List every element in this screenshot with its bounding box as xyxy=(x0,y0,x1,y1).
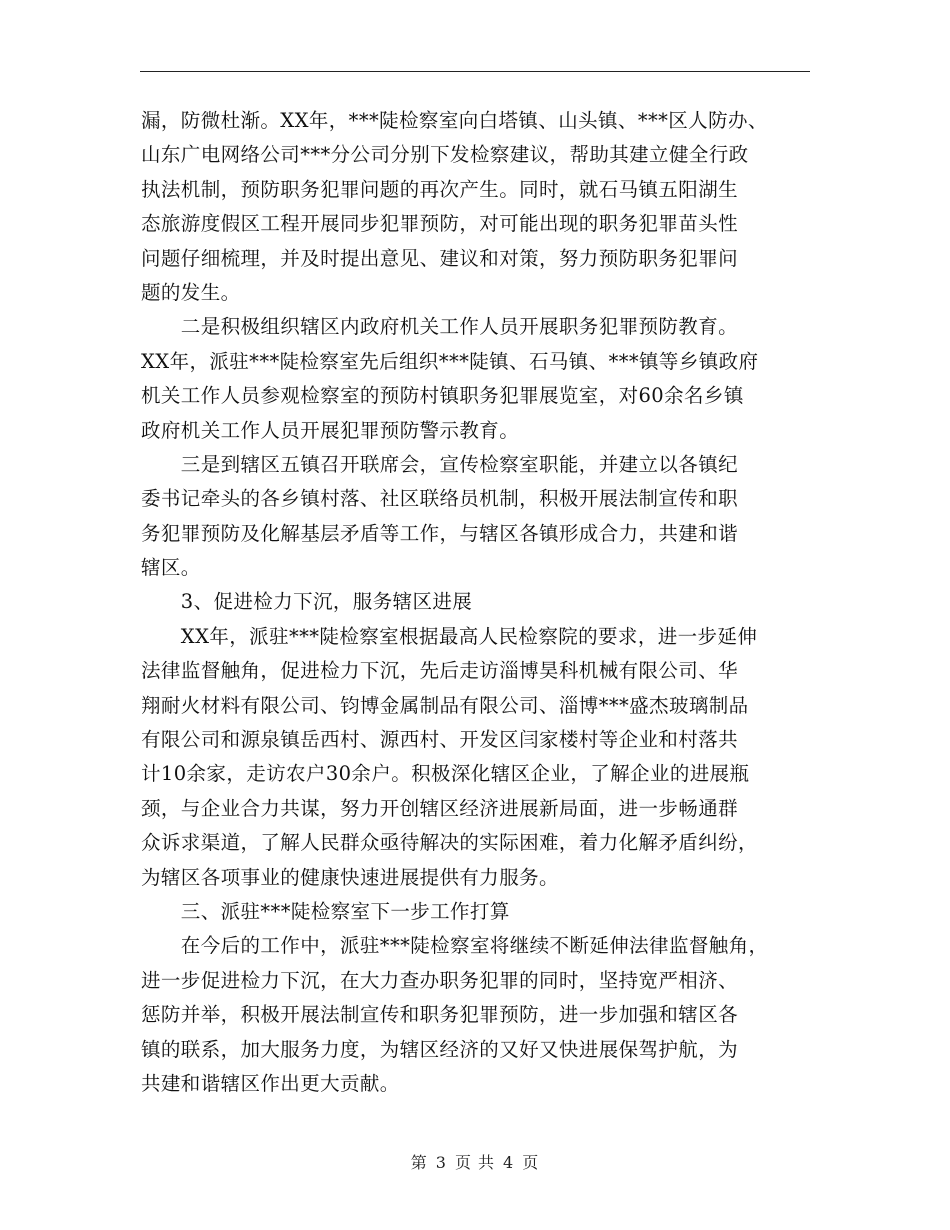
text-line: 问题仔细梳理，并及时提出意见、建议和对策，努力预防职务犯罪问 xyxy=(141,246,739,270)
text-line: 在今后的工作中，派驻***陡检察室将继续不断延伸法律监督触角， xyxy=(141,934,769,958)
text-line: 共建和谐辖区作出更大贡献。 xyxy=(141,1071,400,1095)
text-line: 三是到辖区五镇召开联席会，宣传检察室职能，并建立以各镇纪 xyxy=(141,452,739,476)
text-line: XX年，派驻***陡检察室先后组织***陡镇、石马镇、***镇等乡镇政府 xyxy=(141,349,759,373)
text-line: 政府机关工作人员开展犯罪预防警示教育。 xyxy=(141,418,520,442)
footer-prefix: 第 xyxy=(410,1153,428,1172)
section-heading: 三、派驻***陡检察室下一步工作打算 xyxy=(141,899,510,923)
text-line: 颈，与企业合力共谋，努力开创辖区经济进展新局面，进一步畅通群 xyxy=(141,796,739,820)
page-footer xyxy=(0,1150,950,1173)
text-line: 山东广电网络公司***分公司分别下发检察建议，帮助其建立健全行政 xyxy=(141,143,749,167)
text-line: 法律监督触角，促进检力下沉，先后走访淄博昊科机械有限公司、华 xyxy=(141,659,739,683)
text-line: 执法机制，预防职务犯罪问题的再次产生。同时，就石马镇五阳湖生 xyxy=(141,177,739,201)
document-body xyxy=(141,104,813,1101)
text-line: 惩防并举，积极开展法制宣传和职务犯罪预防，进一步加强和辖区各 xyxy=(141,1003,739,1027)
text-line: 务犯罪预防及化解基层矛盾等工作，与辖区各镇形成合力，共建和谐 xyxy=(141,521,739,545)
page-number: 3 xyxy=(435,1153,447,1172)
text-line: 机关工作人员参观检察室的预防村镇职务犯罪展览室，对60余名乡镇 xyxy=(141,384,744,408)
text-line: 计10余家，走访农户30余户。积极深化辖区企业，了解企业的进展瓶 xyxy=(141,762,750,786)
text-line: 二是积极组织辖区内政府机关工作人员开展职务犯罪预防教育。 xyxy=(141,315,739,339)
text-line: 有限公司和源泉镇岳西村、源西村、开发区闫家楼村等企业和村落共 xyxy=(141,728,739,752)
text-line: 漏，防微杜渐。XX年，***陡检察室向白塔镇、山头镇、***区人防办、 xyxy=(141,109,768,132)
header-rule xyxy=(140,71,810,72)
text-line: 众诉求渠道，了解人民群众亟待解决的实际困难，着力化解矛盾纠纷， xyxy=(141,831,758,855)
section-heading: 3、促进检力下沉，服务辖区进展 xyxy=(141,590,473,614)
footer-suffix: 页 xyxy=(522,1153,540,1172)
text-line: 态旅游度假区工程开展同步犯罪预防，对可能出现的职务犯罪苗头性 xyxy=(141,212,739,236)
text-line: XX年，派驻***陡检察室根据最高人民检察院的要求，进一步延伸 xyxy=(141,624,758,648)
total-pages: 4 xyxy=(503,1153,515,1172)
text-line: 为辖区各项事业的健康快速进展提供有力服务。 xyxy=(141,865,559,889)
text-line: 委书记牵头的各乡镇村落、社区联络员机制，积极开展法制宣传和职 xyxy=(141,487,739,511)
text-line: 翔耐火材料有限公司、钧博金属制品有限公司、淄博***盛杰玻璃制品 xyxy=(141,693,749,717)
text-line: 进一步促进检力下沉，在大力查办职务犯罪的同时，坚持宽严相济、 xyxy=(141,968,739,992)
footer-middle: 页 共 xyxy=(454,1153,496,1172)
text-line: 题的发生。 xyxy=(141,280,241,304)
text-line: 辖区。 xyxy=(141,556,201,580)
text-line: 镇的联系，加大服务力度，为辖区经济的又好又快进展保驾护航，为 xyxy=(141,1037,739,1061)
